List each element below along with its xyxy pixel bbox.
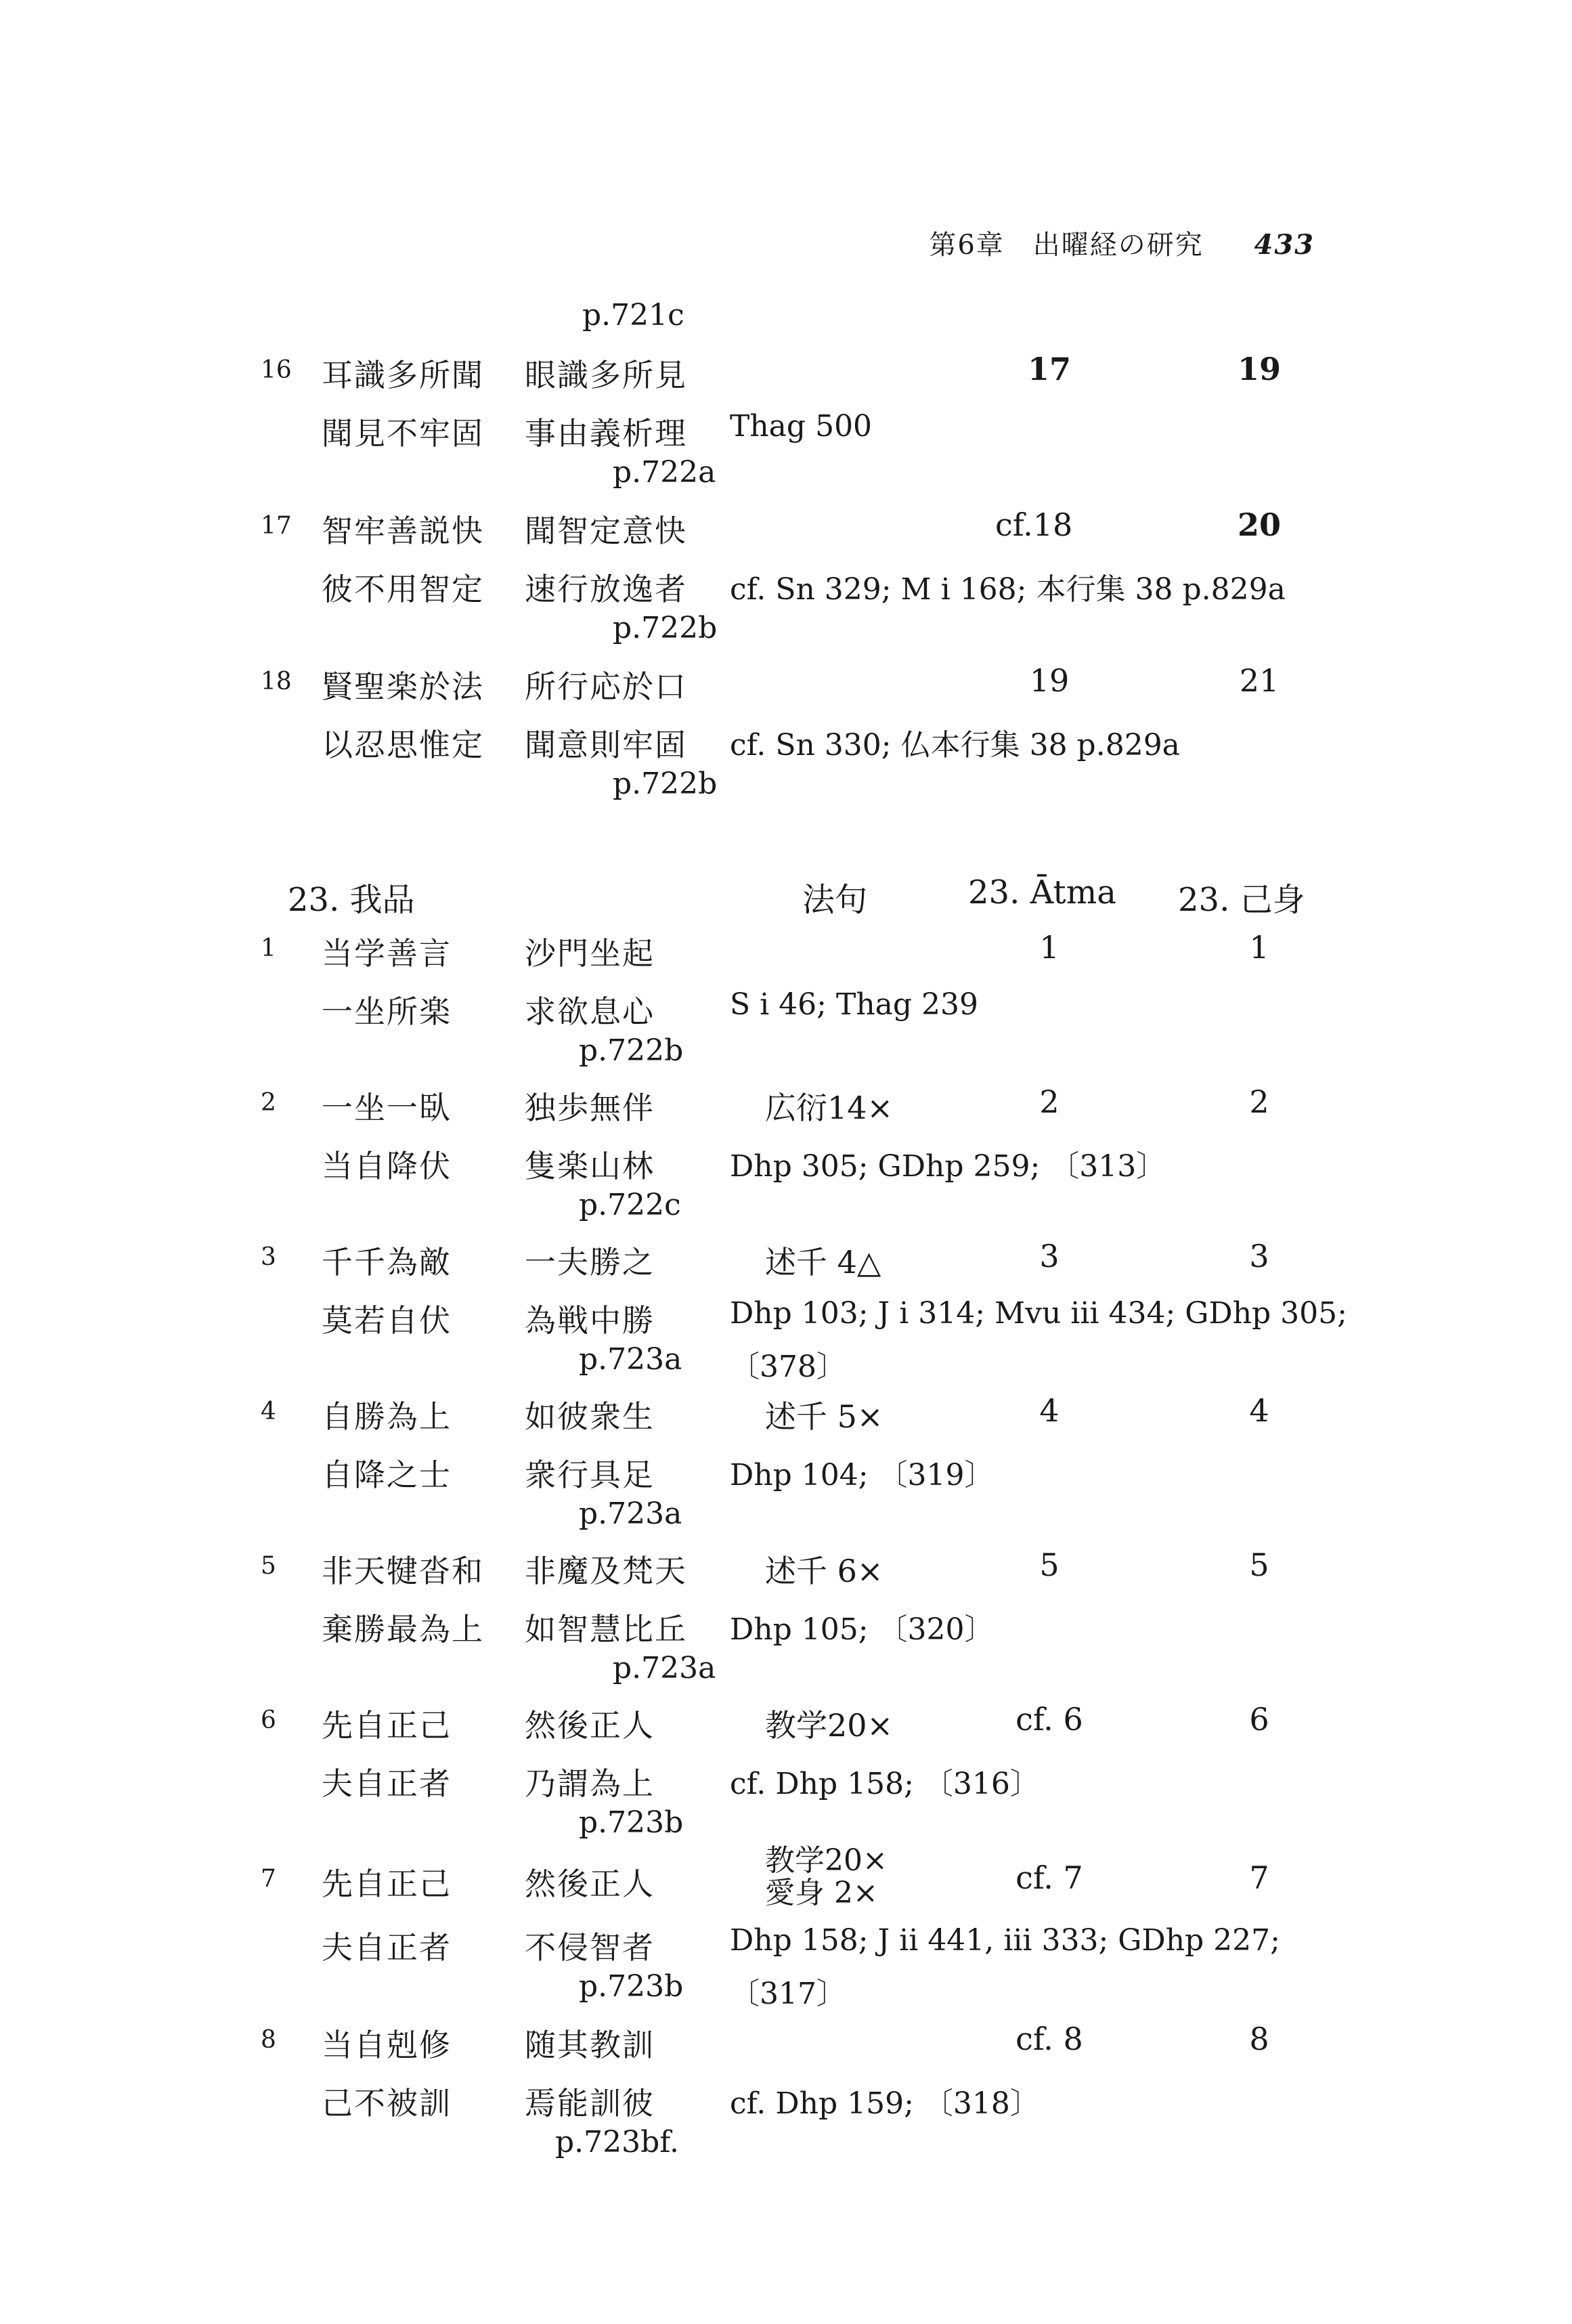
pali-parallel: 4: [1039, 1392, 1060, 1429]
parallel-references: cf. Sn 330; 仏本行集 38 p.829a: [730, 728, 1180, 762]
pali-parallel: cf. 7: [1016, 1859, 1083, 1896]
verse-text: 賢聖楽於法: [322, 668, 484, 705]
pali-parallel: 3: [1039, 1238, 1060, 1274]
verse-text: 当自剋修: [322, 2027, 452, 2063]
cf-reference: 述千 5×: [765, 1398, 883, 1435]
pali-parallel: 17: [1027, 351, 1071, 387]
cf-reference: 教学20×: [765, 1707, 894, 1744]
verse-text: 聞意則牢固: [525, 727, 687, 763]
verse-number: 8: [261, 2026, 276, 2054]
page-reference: p.721c: [582, 298, 684, 332]
parallel-references-cont: 〔378〕: [730, 1350, 846, 1384]
parallel-references: cf. Dhp 158; 〔316〕: [730, 1767, 1040, 1801]
page-reference: p.722b: [613, 611, 718, 645]
verse-text: 速行放逸者: [525, 571, 687, 607]
verse-text: 以忍思惟定: [322, 727, 484, 763]
verse-text: 当自降伏: [322, 1148, 452, 1184]
parallel-references-cont: 〔317〕: [730, 1977, 846, 2011]
page-reference: p.722b: [613, 767, 718, 801]
verse-text: 沙門坐起: [525, 935, 655, 972]
page-reference: p.722b: [579, 1033, 684, 1068]
page-number: 433: [1254, 229, 1315, 261]
cf-reference: 述千 4△: [765, 1244, 881, 1281]
verse-text: 夫自正者: [322, 1765, 452, 1802]
verse-text: 彼不用智定: [322, 571, 484, 607]
verse-text: 然後正人: [525, 1707, 655, 1744]
verse-row: [0, 1759, 1572, 1813]
tibetan-parallel: 5: [1249, 1547, 1269, 1583]
verse-row: [0, 1547, 1572, 1601]
verse-row: [0, 1392, 1572, 1446]
pali-parallel: 2: [1039, 1083, 1060, 1120]
verse-text: 莫若自伏: [322, 1302, 452, 1339]
cf-reference: cf.18: [995, 507, 1073, 543]
pali-parallel: 1: [1039, 929, 1060, 966]
page-reference: p.723b: [579, 1969, 684, 2004]
verse-number: 4: [261, 1398, 276, 1425]
verse-text: 衆行具足: [525, 1457, 655, 1493]
verse-text: 耳識多所聞: [322, 357, 484, 393]
tibetan-parallel: 4: [1249, 1392, 1269, 1429]
verse-text: 一坐一臥: [322, 1090, 452, 1126]
pali-parallel: 19: [1029, 662, 1070, 699]
page-reference: p.723a: [579, 1497, 682, 1531]
tibetan-parallel: 19: [1237, 351, 1281, 387]
dhammapada-heading: 法句: [802, 881, 868, 919]
verse-text: 求欲息心: [525, 993, 655, 1030]
tibetan-parallel: 6: [1249, 1701, 1269, 1738]
verse-text: 智牢善説快: [322, 513, 484, 549]
tibetan-parallel: 8: [1249, 2021, 1269, 2057]
verse-row: [0, 565, 1572, 619]
verse-number: 3: [261, 1243, 276, 1271]
verse-number: 16: [261, 356, 292, 384]
verse-text: 非天犍沓和: [322, 1553, 484, 1589]
page-reference: p.723a: [579, 1342, 682, 1377]
verse-text: 一夫勝之: [525, 1244, 655, 1281]
verse-row: [0, 1450, 1572, 1505]
verse-text: 当学善言: [322, 935, 452, 972]
pali-parallel: cf. 8: [1016, 2021, 1083, 2057]
cf-reference: 広衍14×: [765, 1090, 894, 1126]
cf-reference: 愛身 2×: [765, 1876, 878, 1910]
verse-text: 一坐所楽: [322, 993, 452, 1030]
verse-number: 7: [261, 1865, 276, 1893]
verse-text: 如彼衆生: [525, 1398, 655, 1435]
verse-number: 5: [261, 1552, 276, 1580]
verse-number: 2: [261, 1089, 276, 1117]
chapter-title: 第6章 出曜経の研究: [929, 230, 1204, 261]
parallel-references: Dhp 158; J ii 441, iii 333; GDhp 227;: [730, 1923, 1280, 1958]
verse-text: 聞智定意快: [525, 513, 687, 549]
verse-text: 所行応於口: [525, 668, 687, 705]
cf-reference: 教学20×: [765, 1843, 888, 1878]
tibetan-heading: 23. 己身: [1178, 881, 1305, 919]
pali-heading: 23. Ātma: [968, 874, 1116, 911]
verse-text: 先自正己: [322, 1707, 452, 1744]
tibetan-parallel: 1: [1249, 929, 1269, 966]
verse-text: 非魔及梵天: [525, 1553, 687, 1589]
verse-row: [0, 507, 1572, 561]
verse-number: 18: [261, 668, 292, 695]
parallel-references: Thag 500: [730, 409, 873, 444]
parallel-references: Dhp 103; J i 314; Mvu iii 434; GDhp 305;: [730, 1296, 1347, 1331]
verse-row: [0, 929, 1572, 983]
verse-text: 随其教訓: [525, 2027, 655, 2063]
verse-row: [0, 409, 1572, 463]
verse-text: 棄勝最為上: [322, 1611, 484, 1648]
verse-text: 然後正人: [525, 1866, 655, 1902]
verse-row: [0, 2021, 1572, 2075]
tibetan-parallel: 2: [1249, 1083, 1269, 1120]
verse-text: 自降之士: [322, 1457, 452, 1493]
pali-parallel: cf. 6: [1016, 1701, 1083, 1738]
parallel-references: cf. Sn 329; M i 168; 本行集 38 p.829a: [730, 572, 1286, 607]
verse-text: 聞見不牢固: [322, 415, 484, 452]
verse-text: 自勝為上: [322, 1398, 452, 1435]
cf-reference-stack: [765, 1845, 888, 1910]
verse-row: [0, 1701, 1572, 1755]
tibetan-parallel: 20: [1237, 507, 1281, 543]
page-reference: p.722a: [613, 455, 716, 490]
parallel-references: cf. Dhp 159; 〔318〕: [730, 2086, 1040, 2121]
verse-text: 如智慧比丘: [525, 1611, 687, 1648]
parallel-references: Dhp 105; 〔320〕: [730, 1612, 995, 1647]
running-header: [929, 223, 1315, 262]
verse-text: 為戦中勝: [525, 1302, 655, 1339]
verse-row: [0, 351, 1572, 405]
verse-text: 眼識多所見: [525, 357, 687, 393]
page-reference: p.722c: [579, 1188, 681, 1222]
verse-row: [0, 1083, 1572, 1138]
cf-reference: 述千 6×: [765, 1553, 883, 1589]
pali-parallel: 5: [1039, 1547, 1060, 1583]
verse-row: [0, 987, 1572, 1041]
verse-text: 先自正己: [322, 1866, 452, 1902]
verse-row: [0, 1605, 1572, 1659]
page-reference: p.723b: [579, 1805, 684, 1840]
verse-text: 独歩無伴: [525, 1090, 655, 1126]
verse-row: [0, 720, 1572, 775]
verse-number: 17: [261, 512, 292, 540]
page-reference: p.723a: [613, 1651, 716, 1685]
verse-text: 己不被訓: [322, 2085, 452, 2122]
verse-row: [0, 2079, 1572, 2133]
verse-text: 夫自正者: [322, 1929, 452, 1966]
parallel-references: S i 46; Thag 239: [730, 987, 979, 1022]
page-reference: p.723bf.: [555, 2125, 680, 2159]
parallel-references: Dhp 305; GDhp 259; 〔313〕: [730, 1149, 1166, 1184]
verse-text: 乃謂為上: [525, 1765, 655, 1802]
verse-text: 千千為敵: [322, 1244, 452, 1281]
tibetan-parallel: 7: [1249, 1859, 1269, 1896]
verse-row: [0, 662, 1572, 716]
verse-text: 事由義析理: [525, 415, 687, 452]
verse-text: 不侵智者: [525, 1929, 655, 1966]
verse-text: 隻楽山林: [525, 1148, 655, 1184]
tibetan-parallel: 3: [1249, 1238, 1269, 1274]
parallel-references: Dhp 104; 〔319〕: [730, 1458, 995, 1492]
verse-number: 1: [261, 934, 276, 962]
verse-row: [0, 1142, 1572, 1196]
verse-row: [0, 1238, 1572, 1292]
tibetan-parallel: 21: [1239, 662, 1280, 699]
verse-text: 焉能訓彼: [525, 2085, 655, 2122]
section-title: 23. 我品: [288, 881, 415, 919]
verse-number: 6: [261, 1706, 276, 1734]
